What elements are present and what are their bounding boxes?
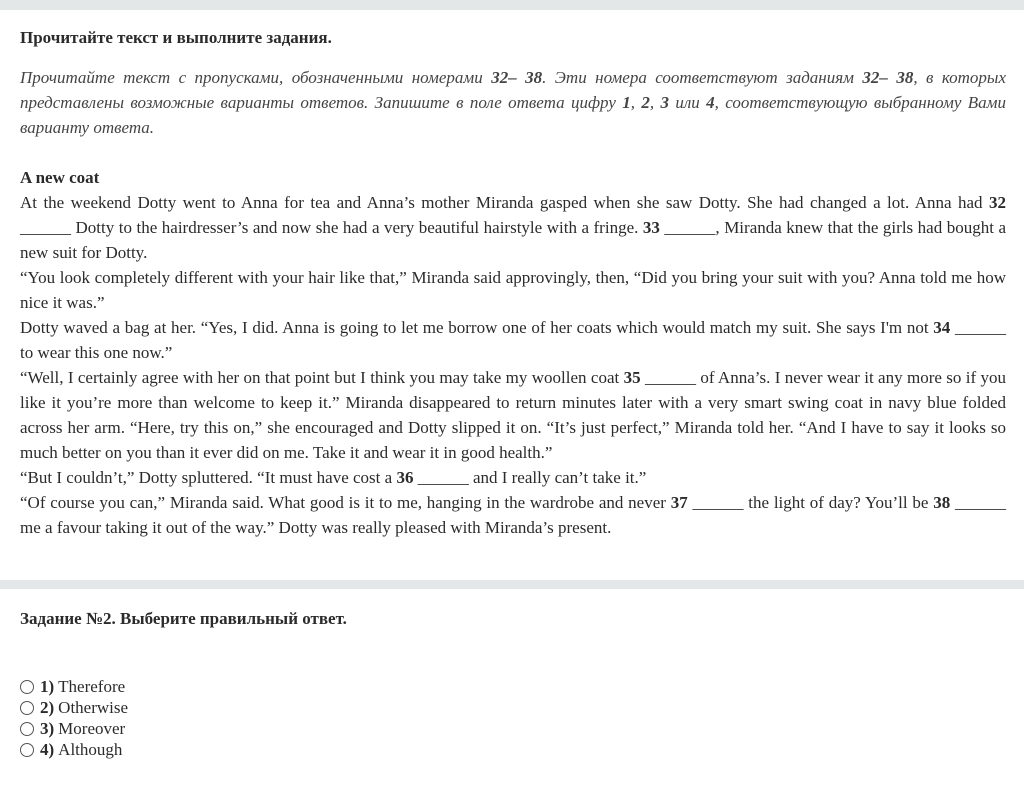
- instruction-digit: 1: [622, 93, 631, 112]
- text-segment: me a favour taking it out of the way.” Dotty was really pleased with Miranda’s present.: [20, 518, 612, 537]
- instruction-digit: 2: [641, 93, 650, 112]
- task2-card: [0, 589, 1024, 805]
- gap-number-37: 37: [670, 493, 688, 512]
- gap-number-33: 33: [642, 218, 660, 237]
- option-number: 1): [40, 677, 55, 696]
- gap-blank: ______: [692, 493, 744, 512]
- reading-text: [20, 165, 1006, 540]
- gap-blank: ______: [20, 218, 71, 237]
- task1-instruction: [20, 65, 1006, 140]
- text-segment: “Of course you can,” Miranda said. What good is it to me, hanging in the wardrobe and never: [20, 493, 671, 512]
- instruction-text: . Эти номера соответствуют заданиям: [542, 68, 863, 87]
- instruction-digit: 4: [706, 93, 715, 112]
- task2-title: Задание №2. Выберите правильный ответ.: [20, 609, 347, 628]
- text-segment: Dotty to the hairdresser’s and now she had a very beautiful hairstyle with a fringe.: [71, 218, 643, 237]
- instruction-text: или: [668, 93, 707, 112]
- radio-button[interactable]: [20, 701, 34, 715]
- paragraph-6: [20, 490, 1006, 540]
- instruction-text: ,: [630, 93, 642, 112]
- gap-number-35: 35: [623, 368, 641, 387]
- option-label: Moreover: [58, 719, 126, 738]
- instruction-text: Прочитайте текст с пропусками, обозначенными номерами: [20, 68, 492, 87]
- gap-blank: ______: [955, 318, 1006, 337]
- instruction-text: , соответствующую выбранному Вами варианту ответа.: [20, 93, 1007, 137]
- instruction-digit: 3: [660, 93, 669, 112]
- gap-blank: ______: [955, 493, 1007, 512]
- gap-number-32: 32: [989, 193, 1006, 212]
- gap-blank: ______: [417, 468, 469, 487]
- option-number: 3): [40, 719, 55, 738]
- text-segment: and I really can’t take it.”: [468, 468, 647, 487]
- text-segment: the light of day? You’ll be: [743, 493, 934, 512]
- paragraph-1: [20, 190, 1006, 265]
- text-segment: Dotty waved a bag at her. “Yes, I did. Anna is going to let me borrow one of her coats which would match my suit. She says I'm not: [20, 318, 934, 337]
- instruction-range: 32– 38: [862, 68, 914, 87]
- task1-card: [0, 10, 1024, 580]
- option-label: Otherwise: [58, 698, 129, 717]
- paragraph-3: [20, 315, 1006, 365]
- gap-number-38: 38: [933, 493, 951, 512]
- text-segment: of Anna’s. I never wear it any more so if you like it you’re more than welcome to keep it.” Miranda disappeared to return minutes later with a very smart swing coat in navy blue folded across her arm. “Here, try this on,” she encouraged and Dotty slipped it on. “It’s just perfect,” Miranda told her. “And I have to say it looks so much better on you than it ever did on me. Take it and wear it in good health.”: [20, 368, 1007, 462]
- answer-option-3[interactable]: [20, 718, 128, 739]
- gap-number-34: 34: [933, 318, 951, 337]
- answer-option-1[interactable]: [20, 676, 128, 697]
- text-segment: “But I couldn’t,” Dotty spluttered. “It must have cost a: [20, 468, 397, 487]
- text-segment: “Well, I certainly agree with her on that point but I think you may take my woollen coat: [20, 368, 624, 387]
- radio-button[interactable]: [20, 722, 34, 736]
- instruction-text: ,: [649, 93, 661, 112]
- task1-title: Прочитайте текст и выполните задания.: [20, 28, 332, 47]
- answer-option-2[interactable]: [20, 697, 128, 718]
- text-segment: , Miranda knew that the girls had bought a new suit for Dotty.: [20, 218, 1007, 262]
- option-label: Therefore: [58, 677, 126, 696]
- option-number: 2): [40, 698, 55, 717]
- text-segment: to wear this one now.”: [20, 343, 173, 362]
- gap-number-36: 36: [396, 468, 414, 487]
- answer-option-4[interactable]: [20, 739, 128, 760]
- gap-blank: ______: [644, 368, 696, 387]
- paragraph-2: “You look completely different with your hair like that,” Miranda said approvingly, then, “Did you bring your suit with you? Anna told me how nice it was.”: [20, 268, 1006, 312]
- paragraph-4: [20, 365, 1006, 465]
- text-title: A new coat: [20, 168, 100, 187]
- radio-button[interactable]: [20, 743, 34, 757]
- gap-blank: ______: [664, 218, 716, 237]
- option-number: 4): [40, 740, 55, 759]
- answer-options: [20, 676, 128, 760]
- instruction-text: , в которых представлены возможные варианты ответов. Запишите в поле ответа цифру: [20, 68, 1006, 112]
- option-label: Although: [58, 740, 123, 759]
- instruction-range: 32– 38: [491, 68, 543, 87]
- radio-button[interactable]: [20, 680, 34, 694]
- text-segment: At the weekend Dotty went to Anna for tea and Anna’s mother Miranda gasped when she saw Dotty. She had changed a lot. Anna had: [20, 193, 989, 212]
- paragraph-5: [20, 465, 1006, 490]
